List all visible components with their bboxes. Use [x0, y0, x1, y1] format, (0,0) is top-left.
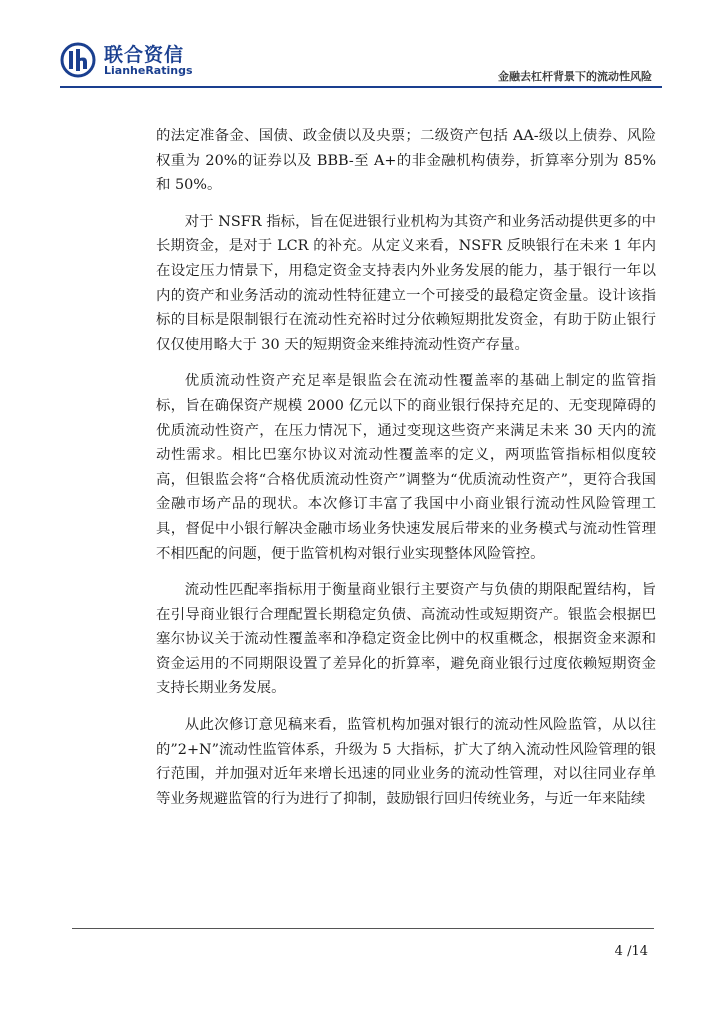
paragraph-4: 流动性匹配率指标用于衡量商业银行主要资产与负债的期限配置结构，旨在引导商业银行合理配置长期稳定负债、高流动性或短期资产。银监会根据巴塞尔协议关于流动性覆盖率和净稳定资金比例中的权重概念，根据资金来源和资金运用的不同期限设置了差异化的折算率，避免商业银行过度依赖短期资金支持长期业务发展。 — [156, 582, 656, 697]
footer-divider — [72, 928, 654, 929]
paragraph-3: 优质流动性资产充足率是银监会在流动性覆盖率的基础上制定的监管指标，旨在确保资产规模 2000 亿元以下的商业银行保持充足的、无变现障碍的优质流动性资产，在压力情况下，通过变现这些资产来满足未来 30 天内的流动性需求。相比巴塞尔协议对流动性覆盖率的定义，两项监管指标相似度较高，但银监会将“合格优质流动性资产”调整为“优质流动性资产”，更符合我国金融市场产品的现状。本次修订丰富了我国中小商业银行流动性风险管理工具，督促中小银行解决金融市场业务快速发展后带来的业务模式与流动性管理不相匹配的问题，便于监管机构对银行业实现整体风险管控。 — [156, 373, 656, 562]
header-divider — [60, 86, 662, 88]
report-title: 金融去杠杆背景下的流动性风险 — [498, 70, 652, 83]
paragraph-1: 的法定准备金、国债、政金债以及央票；二级资产包括 AA-级以上债券、风险权重为 20%的证券以及 BBB-至 A+的非金融机构债券，折算率分别为 85%和 50%。 — [156, 128, 656, 194]
body-text — [156, 124, 656, 823]
logo-chinese-name: 联合资信 — [104, 44, 185, 66]
page-header — [0, 0, 724, 90]
logo-english-name: LianheRatings — [104, 64, 193, 77]
paragraph-2: 对于 NSFR 指标，旨在促进银行业机构为其资产和业务活动提供更多的中长期资金，是对于 LCR 的补充。从定义来看，NSFR 反映银行在未来 1 年内在设定压力情景下，用稳定资金支持表内外业务发展的能力，基于银行一年以内的资产和业务活动的流动性特征建立一个可接受的最稳定资金量。设计该指标的目标是限制银行在流动性充裕时过分依赖短期批发资金，有助于防止银行仅仅使用略大于 30 天的短期资金来维持流动性资产存量。 — [156, 213, 656, 353]
paragraph-5: 从此次修订意见稿来看，监管机构加强对银行的流动性风险监管，从以往的”2+N”流动性监管体系，升级为 5 大指标，扩大了纳入流动性风险管理的银行范围，并加强对近年来增长迅速的同业业务的流动性管理，对以往同业存单等业务规避监管的行为进行了抑制，鼓励银行回归传统业务，与近一年来陆续 — [156, 717, 656, 807]
page-number: 4 /14 — [614, 944, 648, 959]
lianhe-logo-icon — [60, 42, 96, 78]
